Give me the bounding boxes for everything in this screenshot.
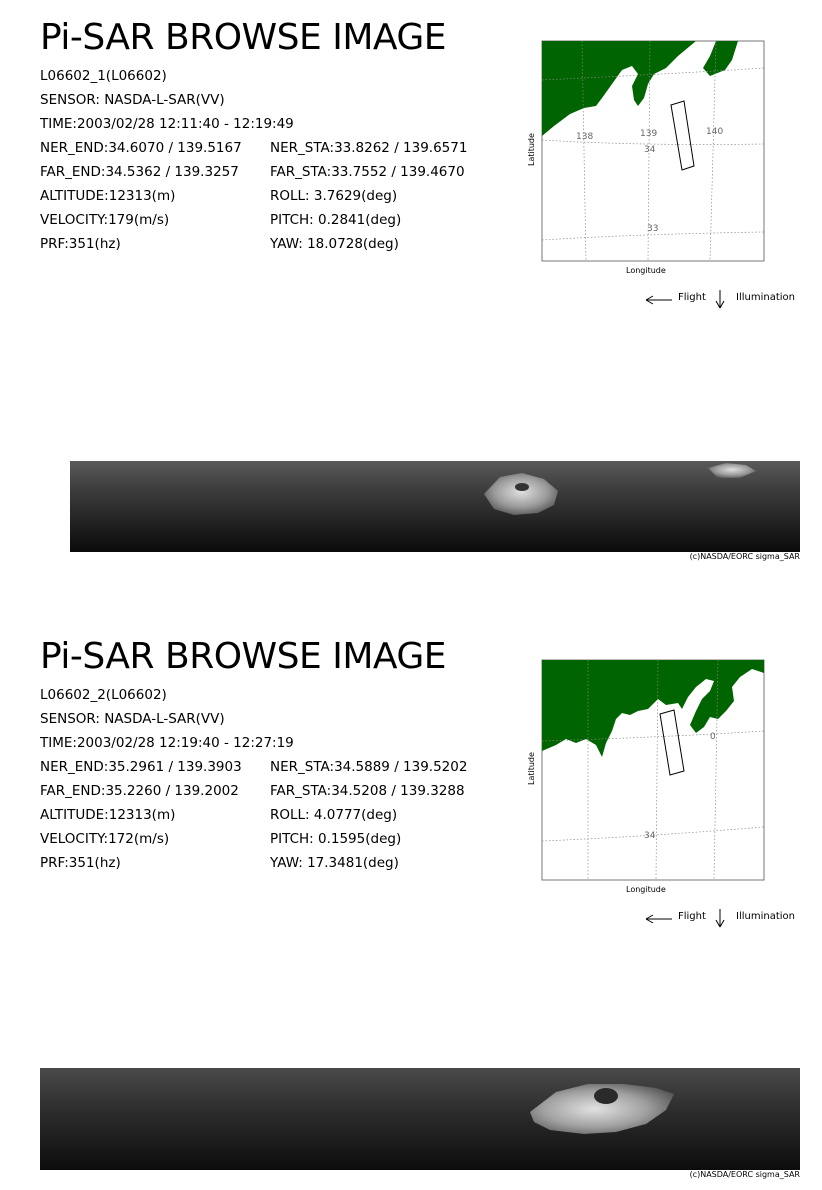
velocity-text: VELOCITY:179(m/s) bbox=[40, 212, 170, 228]
illumination-arrow-icon bbox=[712, 907, 728, 931]
sensor-text: SENSOR: NASDA-L-SAR(VV) bbox=[40, 711, 225, 727]
time-text: TIME:2003/02/28 12:11:40 - 12:19:49 bbox=[40, 116, 294, 132]
page-title: Pi-SAR BROWSE IMAGE bbox=[40, 17, 447, 58]
far-end-text: FAR_END:35.2260 / 139.2002 bbox=[40, 783, 239, 799]
prf-text: PRF:351(hz) bbox=[40, 855, 121, 871]
credit-text: (c)NASDA/EORC sigma_SAR bbox=[689, 552, 800, 561]
direction-legend bbox=[640, 286, 810, 312]
illumination-label: Illumination bbox=[736, 911, 795, 922]
sar-image-strip bbox=[70, 461, 800, 552]
location-map bbox=[520, 28, 780, 288]
ner-sta-text: NER_STA:34.5889 / 139.5202 bbox=[270, 759, 468, 775]
ner-end-text: NER_END:35.2961 / 139.3903 bbox=[40, 759, 242, 775]
prf-text: PRF:351(hz) bbox=[40, 236, 121, 252]
altitude-text: ALTITUDE:12313(m) bbox=[40, 807, 176, 823]
yaw-text: YAW: 17.3481(deg) bbox=[270, 855, 399, 871]
roll-text: ROLL: 4.0777(deg) bbox=[270, 807, 398, 823]
sar-image-strip bbox=[40, 1068, 800, 1170]
direction-legend bbox=[640, 905, 810, 931]
lat-label-33: 33 bbox=[647, 224, 659, 234]
scene-id: L06602_1(L06602) bbox=[40, 68, 167, 84]
pitch-text: PITCH: 0.2841(deg) bbox=[270, 212, 402, 228]
illumination-label: Illumination bbox=[736, 292, 795, 303]
roll-text: ROLL: 3.7629(deg) bbox=[270, 188, 398, 204]
velocity-text: VELOCITY:172(m/s) bbox=[40, 831, 170, 847]
flight-arrow-icon bbox=[642, 909, 678, 929]
parameters-right bbox=[270, 136, 467, 256]
map-ylabel: Latitude bbox=[527, 752, 536, 785]
lon-label-138: 138 bbox=[576, 132, 594, 142]
flight-label: Flight bbox=[678, 292, 706, 303]
far-sta-text: FAR_STA:34.5208 / 139.3288 bbox=[270, 783, 465, 799]
far-end-text: FAR_END:34.5362 / 139.3257 bbox=[40, 164, 239, 180]
far-sta-text: FAR_STA:33.7552 / 139.4670 bbox=[270, 164, 465, 180]
map-ylabel: Latitude bbox=[527, 133, 536, 166]
illumination-arrow-icon bbox=[712, 288, 728, 312]
ner-end-text: NER_END:34.6070 / 139.5167 bbox=[40, 140, 242, 156]
lon-label-139: 139 bbox=[640, 129, 658, 139]
flight-arrow-icon bbox=[642, 290, 678, 310]
lon-label-140: 140 bbox=[706, 127, 724, 137]
time-text: TIME:2003/02/28 12:19:40 - 12:27:19 bbox=[40, 735, 294, 751]
map-xlabel: Longitude bbox=[626, 266, 666, 275]
flight-label: Flight bbox=[678, 911, 706, 922]
ner-sta-text: NER_STA:33.8262 / 139.6571 bbox=[270, 140, 468, 156]
pitch-text: PITCH: 0.1595(deg) bbox=[270, 831, 402, 847]
credit-text: (c)NASDA/EORC sigma_SAR bbox=[689, 1170, 800, 1179]
map-xlabel: Longitude bbox=[626, 885, 666, 894]
altitude-text: ALTITUDE:12313(m) bbox=[40, 188, 176, 204]
parameters-right bbox=[270, 755, 467, 875]
lon-label-140: 0 bbox=[710, 732, 716, 742]
scene-id: L06602_2(L06602) bbox=[40, 687, 167, 703]
location-map bbox=[520, 647, 780, 907]
page-title: Pi-SAR BROWSE IMAGE bbox=[40, 636, 447, 677]
parameters-left bbox=[40, 64, 294, 256]
lat-label-34: 34 bbox=[644, 145, 656, 155]
lat-label-34: 34 bbox=[644, 831, 656, 841]
yaw-text: YAW: 18.0728(deg) bbox=[270, 236, 399, 252]
parameters-left bbox=[40, 683, 294, 875]
sensor-text: SENSOR: NASDA-L-SAR(VV) bbox=[40, 92, 225, 108]
browse-sheet-2 bbox=[0, 619, 822, 1190]
